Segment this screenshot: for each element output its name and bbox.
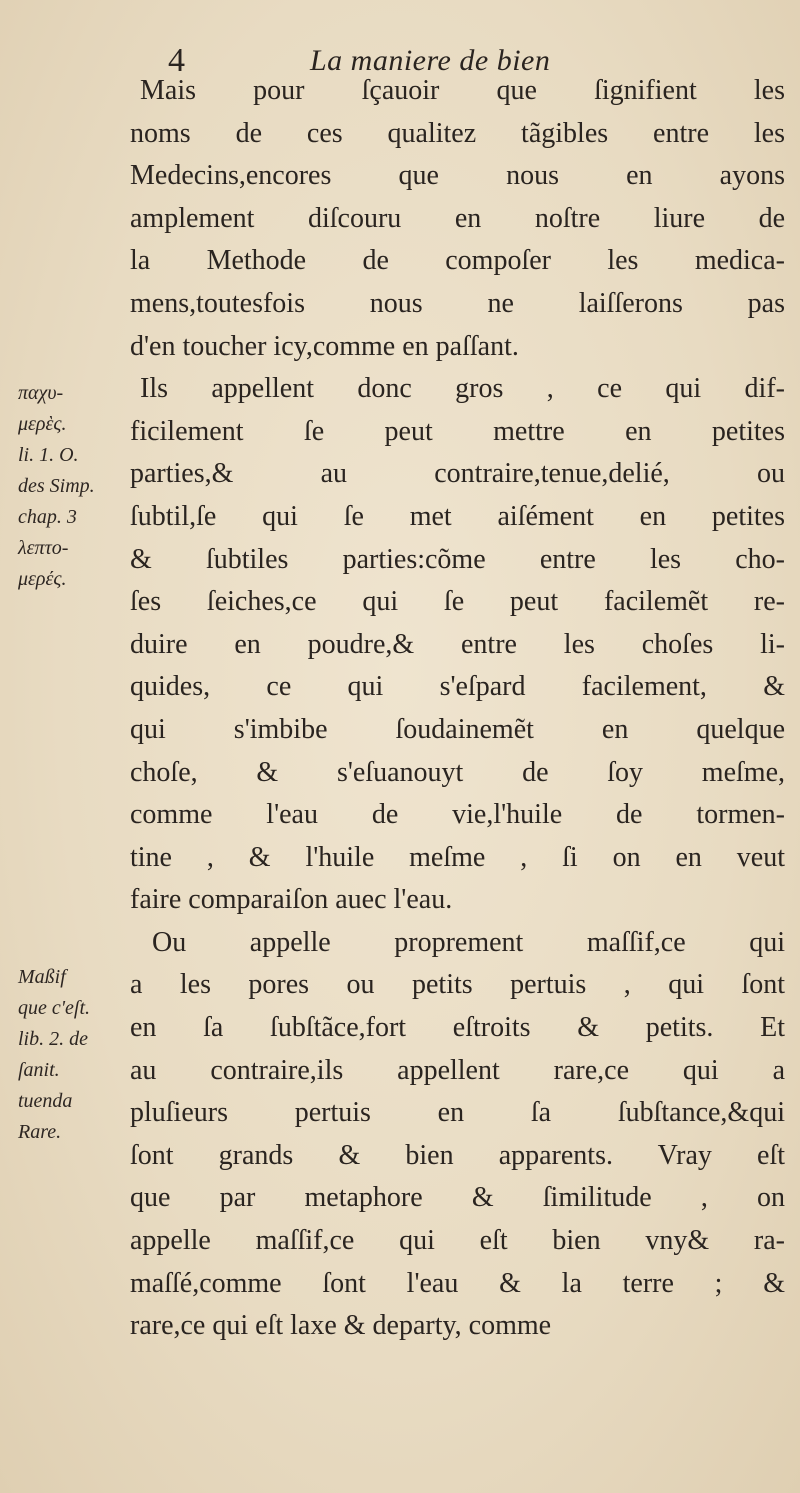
text-line: a les pores ou petits pertuis , qui ſont [130,969,785,1001]
running-title: La maniere de bien [310,44,551,77]
margin-note-line: tuenda [18,1090,73,1112]
margin-note-line: λεπτο- [18,537,69,559]
margin-note-line: Maßif [18,966,66,988]
margin-note-line: que c'eſt. [18,997,91,1019]
text-line: mens,toutesfois nous ne laiſſerons pas [130,287,785,319]
body-text [130,70,785,1348]
text-line: amplement diſcouru en noſtre liure de [130,202,785,234]
text-line: noms de ces qualitez tãgibles entre les [130,117,785,149]
margin-note [18,962,128,1148]
text-line: d'en toucher icy,comme en paſſant. [130,330,519,362]
text-line: comme l'eau de vie,l'huile de tormen- [130,799,785,831]
text-line: parties,& au contraire,tenue,delié, ou [130,458,785,490]
margin-note-line: μερὲς. [18,413,67,435]
text-line: ſont grands & bien apparents. Vray eſt [130,1139,785,1171]
text-line: tine , & l'huile meſme , ſi on en veut [130,841,785,873]
margin-note-line: lib. 2. de [18,1028,88,1050]
text-line: quides, ce qui s'eſpard facilement, & [130,671,785,703]
text-line: la Methode de compoſer les medica- [130,245,785,277]
margin-note-line: li. 1. O. [18,444,79,466]
text-line: faire comparaiſon auec l'eau. [130,884,453,916]
text-line: appelle maſſif,ce qui eſt bien vny& ra- [130,1225,785,1257]
text-line: rare,ce qui eſt laxe & departy, comme [130,1310,552,1342]
text-line: ficilement ſe peut mettre en petites [130,415,785,447]
text-line: en ſa ſubſtãce,fort eſtroits & petits. Et [130,1012,785,1044]
margin-note-line: ſanit. [18,1059,60,1081]
margin-note-line: παχυ- [18,382,64,404]
text-line: Medecins,encores que nous en ayons [130,160,785,192]
page-number: 4 [168,42,185,79]
text-line: choſe, & s'eſuanouyt de ſoy meſme, [130,756,785,788]
text-line: ſes ſeiches,ce qui ſe peut facilemẽt re- [130,586,785,618]
margin-note-line: des Simp. [18,475,95,497]
text-line: Mais pour ſçauoir que ſignifient les [140,75,785,106]
margin-note-line: chap. 3 [18,506,77,528]
text-line: qui s'imbibe ſoudainemẽt en quelque [130,713,785,745]
margin-note-line: Rare. [18,1121,62,1143]
text-line: Ou appelle proprement maſſif,ce qui [152,926,785,958]
text-line: duire en poudre,& entre les choſes li- [130,628,785,660]
text-line: au contraire,ils appellent rare,ce qui a [130,1054,785,1086]
margin-note-line: μερές. [18,568,67,590]
text-line: que par metaphore & ſimilitude , on [130,1182,785,1214]
text-line: pluſieurs pertuis en ſa ſubſtance,&qui [130,1097,785,1129]
text-line: maſſé,comme ſont l'eau & la terre ; & [130,1267,785,1299]
margin-note [18,378,128,595]
text-line: Ils appellent donc gros , ce qui dif- [140,373,785,405]
text-line: & ſubtiles parties:cõme entre les cho- [130,543,785,575]
text-line: ſubtil,ſe qui ſe met aiſément en petites [130,500,785,532]
